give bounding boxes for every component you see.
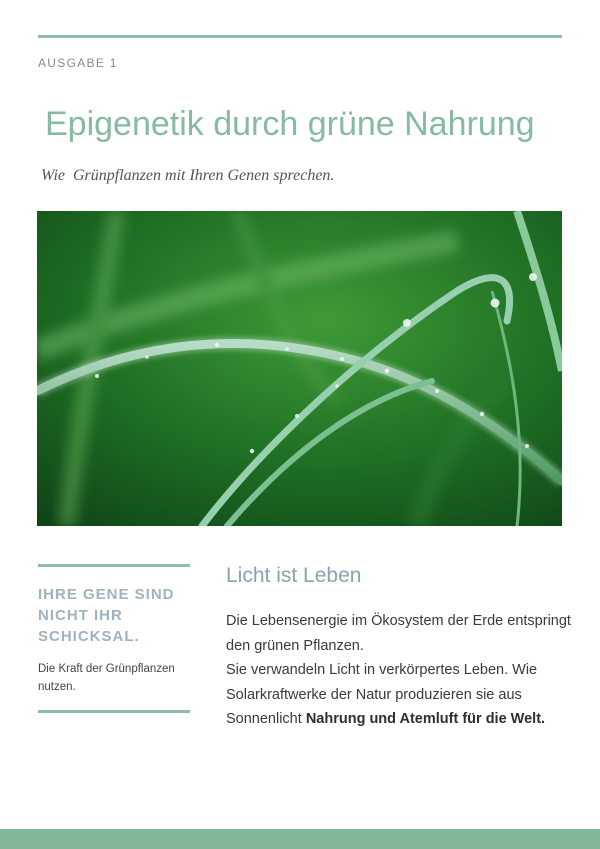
footer-bar <box>0 829 600 849</box>
article-paragraph-2-emphasis: Nahrung und Atemluft für die Welt. <box>305 711 546 727</box>
page-title: Epigenetik durch grüne Nahrung <box>45 105 535 143</box>
sidebar-divider-bottom <box>38 710 190 713</box>
issue-label: AUSGABE 1 <box>38 56 118 70</box>
page-subtitle: Wie Grünpflanzen mit Ihren Genen sprechen. <box>41 167 335 184</box>
article-paragraph-1: Die Lebensenergie im Ökosystem der Erde entspringt den grünen Pflanzen. <box>226 613 571 654</box>
article-body <box>226 609 576 732</box>
hero-image-grass-with-dew <box>37 211 562 526</box>
article-paragraph-2 <box>226 658 576 732</box>
sidebar-divider-top <box>38 564 190 567</box>
article-paragraph-2-text: Sie verwandeln Licht in verkörpertes Leben. Wie Solarkraftwerke der Natur produzieren sie aus Sonnenlicht <box>226 662 538 727</box>
sidebar-heading: IHRE GENE SIND NICHT IHR SCHICKSAL. <box>38 586 175 645</box>
section-title: Licht ist Leben <box>226 564 362 587</box>
sidebar-text: Die Kraft der Grünpflanzen nutzen. <box>38 663 175 693</box>
top-divider <box>38 35 562 38</box>
